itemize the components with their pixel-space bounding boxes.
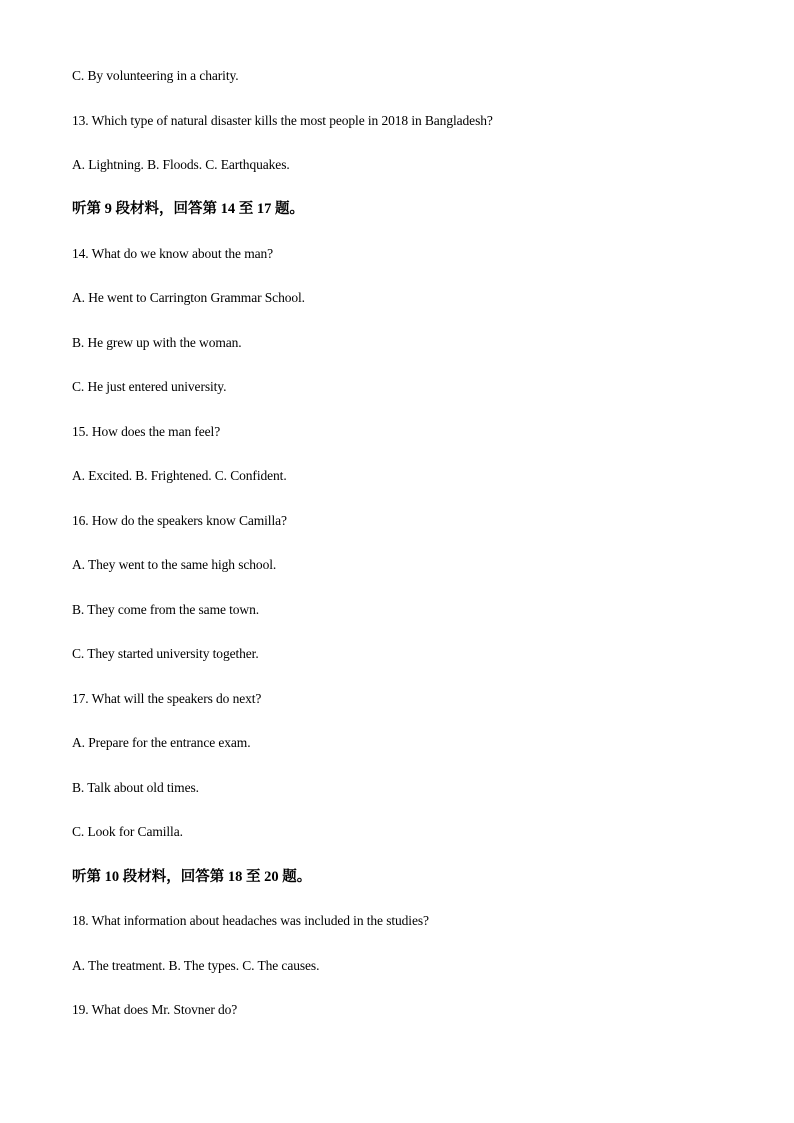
question-18: 18. What information about headaches was included in the studies?: [72, 913, 429, 928]
option-line: C. They started university together.: [72, 646, 259, 661]
option-line: A. The treatment. B. The types. C. The causes.: [72, 958, 320, 973]
option-line: B. Talk about old times.: [72, 780, 199, 795]
option-line: A. Prepare for the entrance exam.: [72, 735, 251, 750]
option-line: A. They went to the same high school.: [72, 557, 277, 572]
option-line: A. He went to Carrington Grammar School.: [72, 290, 305, 305]
question-16: 16. How do the speakers know Camilla?: [72, 513, 287, 528]
option-line: C. By volunteering in a charity.: [72, 68, 239, 83]
question-15: 15. How does the man feel?: [72, 424, 221, 439]
option-line: B. He grew up with the woman.: [72, 335, 242, 350]
option-line: C. Look for Camilla.: [72, 824, 183, 839]
question-13: 13. Which type of natural disaster kills the most people in 2018 in Bangladesh?: [72, 113, 493, 128]
option-line: C. He just entered university.: [72, 379, 227, 394]
question-14: 14. What do we know about the man?: [72, 246, 274, 261]
option-line: A. Lightning. B. Floods. C. Earthquakes.: [72, 157, 290, 172]
section-heading-10: 听第 10 段材料，回答第 18 至 20 题。: [72, 869, 312, 885]
option-line: A. Excited. B. Frightened. C. Confident.: [72, 468, 287, 483]
question-19: 19. What does Mr. Stovner do?: [72, 1002, 238, 1017]
section-heading-9: 听第 9 段材料，回答第 14 至 17 题。: [72, 201, 304, 217]
option-line: B. They come from the same town.: [72, 602, 260, 617]
question-17: 17. What will the speakers do next?: [72, 691, 262, 706]
